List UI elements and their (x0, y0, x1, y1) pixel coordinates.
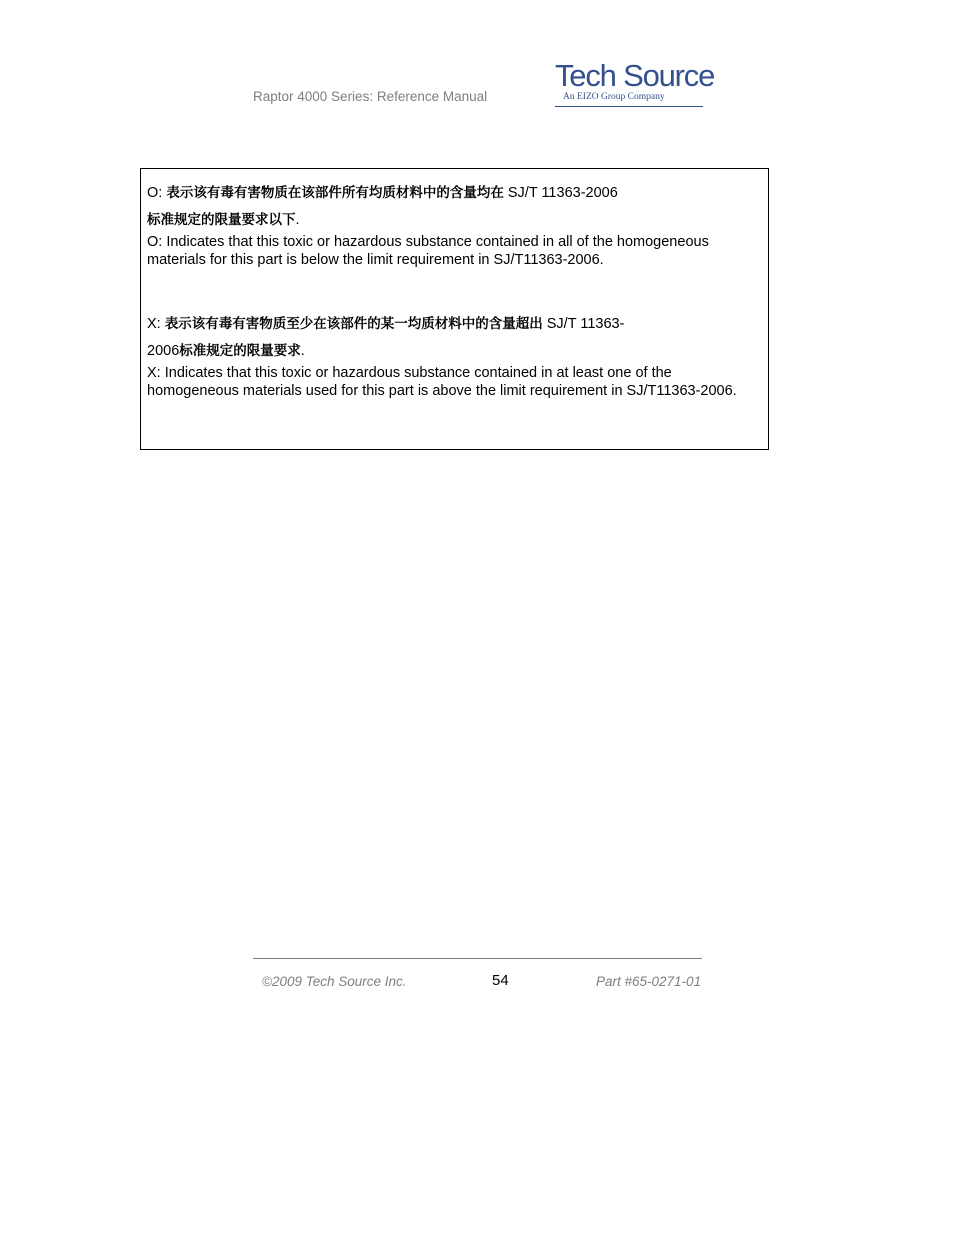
o-prefix: O: (147, 185, 167, 201)
footer-divider (253, 958, 702, 959)
o-definition-en: O: Indicates that this toxic or hazardous substance contained in all of the homogeneous materials for this part is below the limit requirement in SJ/T11363-2006. (147, 234, 709, 268)
x-definition-cn-part-2: 标准规定的限量要求 (179, 343, 301, 359)
o-definition-cn-part-1: 表示该有毒有害物质在该部件所有均质材料中的含量均在 (166, 185, 504, 201)
x-definition-cn-line-2 (147, 338, 762, 365)
x-period: . (300, 343, 305, 359)
logo-tagline: An EIZO Group Company (563, 92, 665, 102)
header-divider (555, 106, 703, 107)
x-definition-cn-line-1 (147, 311, 762, 338)
x-standard-year: 2006 (147, 343, 180, 359)
o-definition-cn-line-1 (147, 180, 762, 207)
x-definition-cn-part-1: 表示该有毒有害物质至少在该部件的某一均质材料中的含量超出 (164, 316, 543, 332)
footer-copyright: ©2009 Tech Source Inc. (262, 974, 407, 989)
part-number: Part #65-0271-01 (596, 974, 702, 989)
x-standard-ref: SJ/T 11363- (542, 316, 625, 332)
o-standard-ref: SJ/T 11363-2006 (503, 185, 618, 201)
o-definition-cn-line-2 (147, 207, 762, 234)
x-prefix: X: (147, 316, 165, 332)
spacer (147, 269, 762, 311)
x-definition-en: X: Indicates that this toxic or hazardous substance contained in at least one of the homogeneous materials used for this part is above the limit requirement in SJ/T11363-2006. (147, 365, 737, 399)
o-period: . (295, 212, 300, 228)
logo-wordmark: Tech Source (555, 58, 715, 93)
rohs-legend-box (140, 168, 769, 450)
header-title: Raptor 4000 Series: Reference Manual (253, 89, 488, 104)
page-number: 54 (492, 972, 509, 989)
company-logo (555, 58, 715, 102)
o-definition-cn-part-2: 标准规定的限量要求以下 (147, 212, 296, 228)
